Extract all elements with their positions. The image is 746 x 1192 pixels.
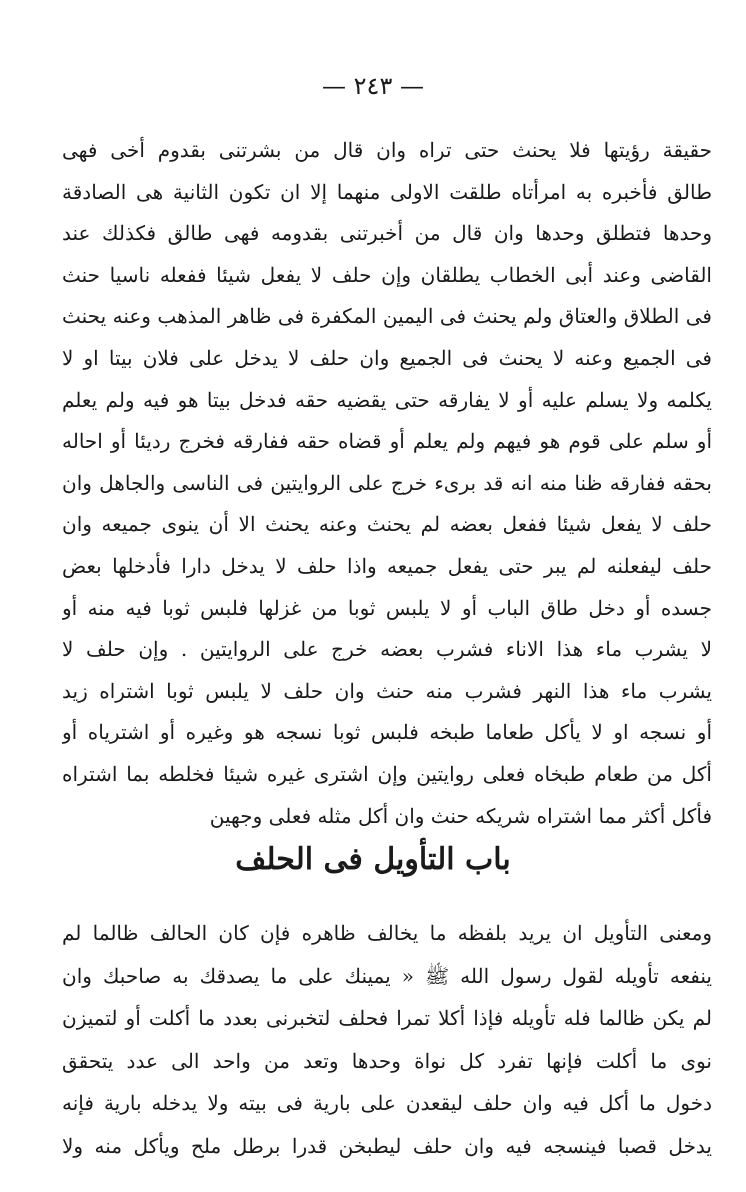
text-line: حقيقة رؤيتها فلا يحنث حتى تراه وان قال من بشرتنى بقدوم أخى فهى [62, 138, 712, 162]
paragraph-2 [62, 912, 712, 1167]
page-number: — ٢٤٣ — [322, 72, 424, 100]
text-line: القاضى وعند أبى الخطاب يطلقان وإن حلف لا يفعل شيئا ففعله ناسيا حنث [62, 262, 712, 287]
text-line: دخول ما أكل فيه وان حلف ليقعدن على بارية فى بيته ولا يدخله بارية فإنه [62, 1091, 712, 1115]
text-line: وحدها فتطلق وحدها وان قال من أخبرتنى بقدومه فهى طالق فكذلك عند [62, 221, 712, 246]
text-line: لم يكن ظالما فله تأويله فإذا أكلا تمرا فحلف لتخبرنى بعدد ما أكلت أو لتميزن [62, 1006, 712, 1030]
text-line: فى الجميع وعنه لا يحنث فى الجميع وان حلف لا يدخل على فلان بيتا او لا [62, 345, 712, 370]
text-line: يشرب ماء هذا النهر فشرب منه حنث وان حلف لا يلبس ثوبا اشتراه زيد [62, 678, 712, 703]
text-line: حلف لا يفعل شيئا ففعل بعضه لم يحنث وعنه يحنث الا أن ينوى جميعه وان [62, 512, 712, 537]
text-line: نوى ما أكلت فإنها تفرد كل نواة وحدها وتعد من واحد الى عدد يتحقق [62, 1048, 712, 1073]
text-line: طالق فأخبره به امرأتاه طلقت الاولى منهما إلا ان تكون الثانية هى الصادقة [62, 179, 712, 204]
text-line: يدخل قصبا فينسجه فيه وان حلف ليطبخن قدرا برطل ملح ويأكل منه ولا [62, 1133, 712, 1158]
text-line: أكل من طعام طبخاه فعلى روايتين وإن اشترى غيره شيئا فخلطه بما اشتراه [62, 761, 712, 786]
text-line: أو سلم على قوم هو فيهم ولم يعلم أو قضاه حقه ففارقه فخرج رديئا أو احاله [62, 429, 712, 454]
text-line: بحقه ففارقه ظنا منه انه قد برىء خرج على الروايتين فى الناسى والجاهل وان [62, 470, 712, 495]
text-line: جسده أو دخل طاق الباب أو لا يلبس ثوبا من غزلها فلبس ثوبا فيه منه أو [62, 595, 712, 620]
text-line: أو نسجه او لا يأكل طعاما طبخه فلبس ثوبا نسجه هو وغيره أو اشترياه أو [62, 720, 712, 745]
text-line: لا يشرب ماء هذا الاناء فشرب بعضه خرج على الروايتين . وإن حلف لا [62, 637, 712, 662]
text-line: فأكل أكثر مما اشتراه شريكه حنث وان أكل مثله فعلى وجهين [209, 803, 712, 828]
paragraph-1 [62, 130, 712, 837]
text-line: حلف ليفعلنه لم يبر حتى يفعل جميعه واذا حلف لا يدخل دارا فأدخلها بعض [62, 553, 712, 578]
text-line: ومعنى التأويل ان يريد بلفظه ما يخالف ظاهره فإن كان الحالف ظالما لم [62, 921, 712, 945]
text-line: ينفعه تأويله لقول رسول الله ﷺ « يمينك على ما يصدقك به صاحبك وان [62, 963, 712, 988]
text-line: يكلمه ولا يسلم عليه أو لا يفارقه حتى يقضيه حقه فدخل بيتا هو فيه ولم يعلم [62, 387, 712, 412]
section-heading: باب التأويل فى الحلف [235, 842, 511, 877]
text-line: فى الطلاق والعتاق ولم يحنث فى اليمين المكفرة فى ظاهر المذهب وعنه يحنث [62, 304, 712, 329]
